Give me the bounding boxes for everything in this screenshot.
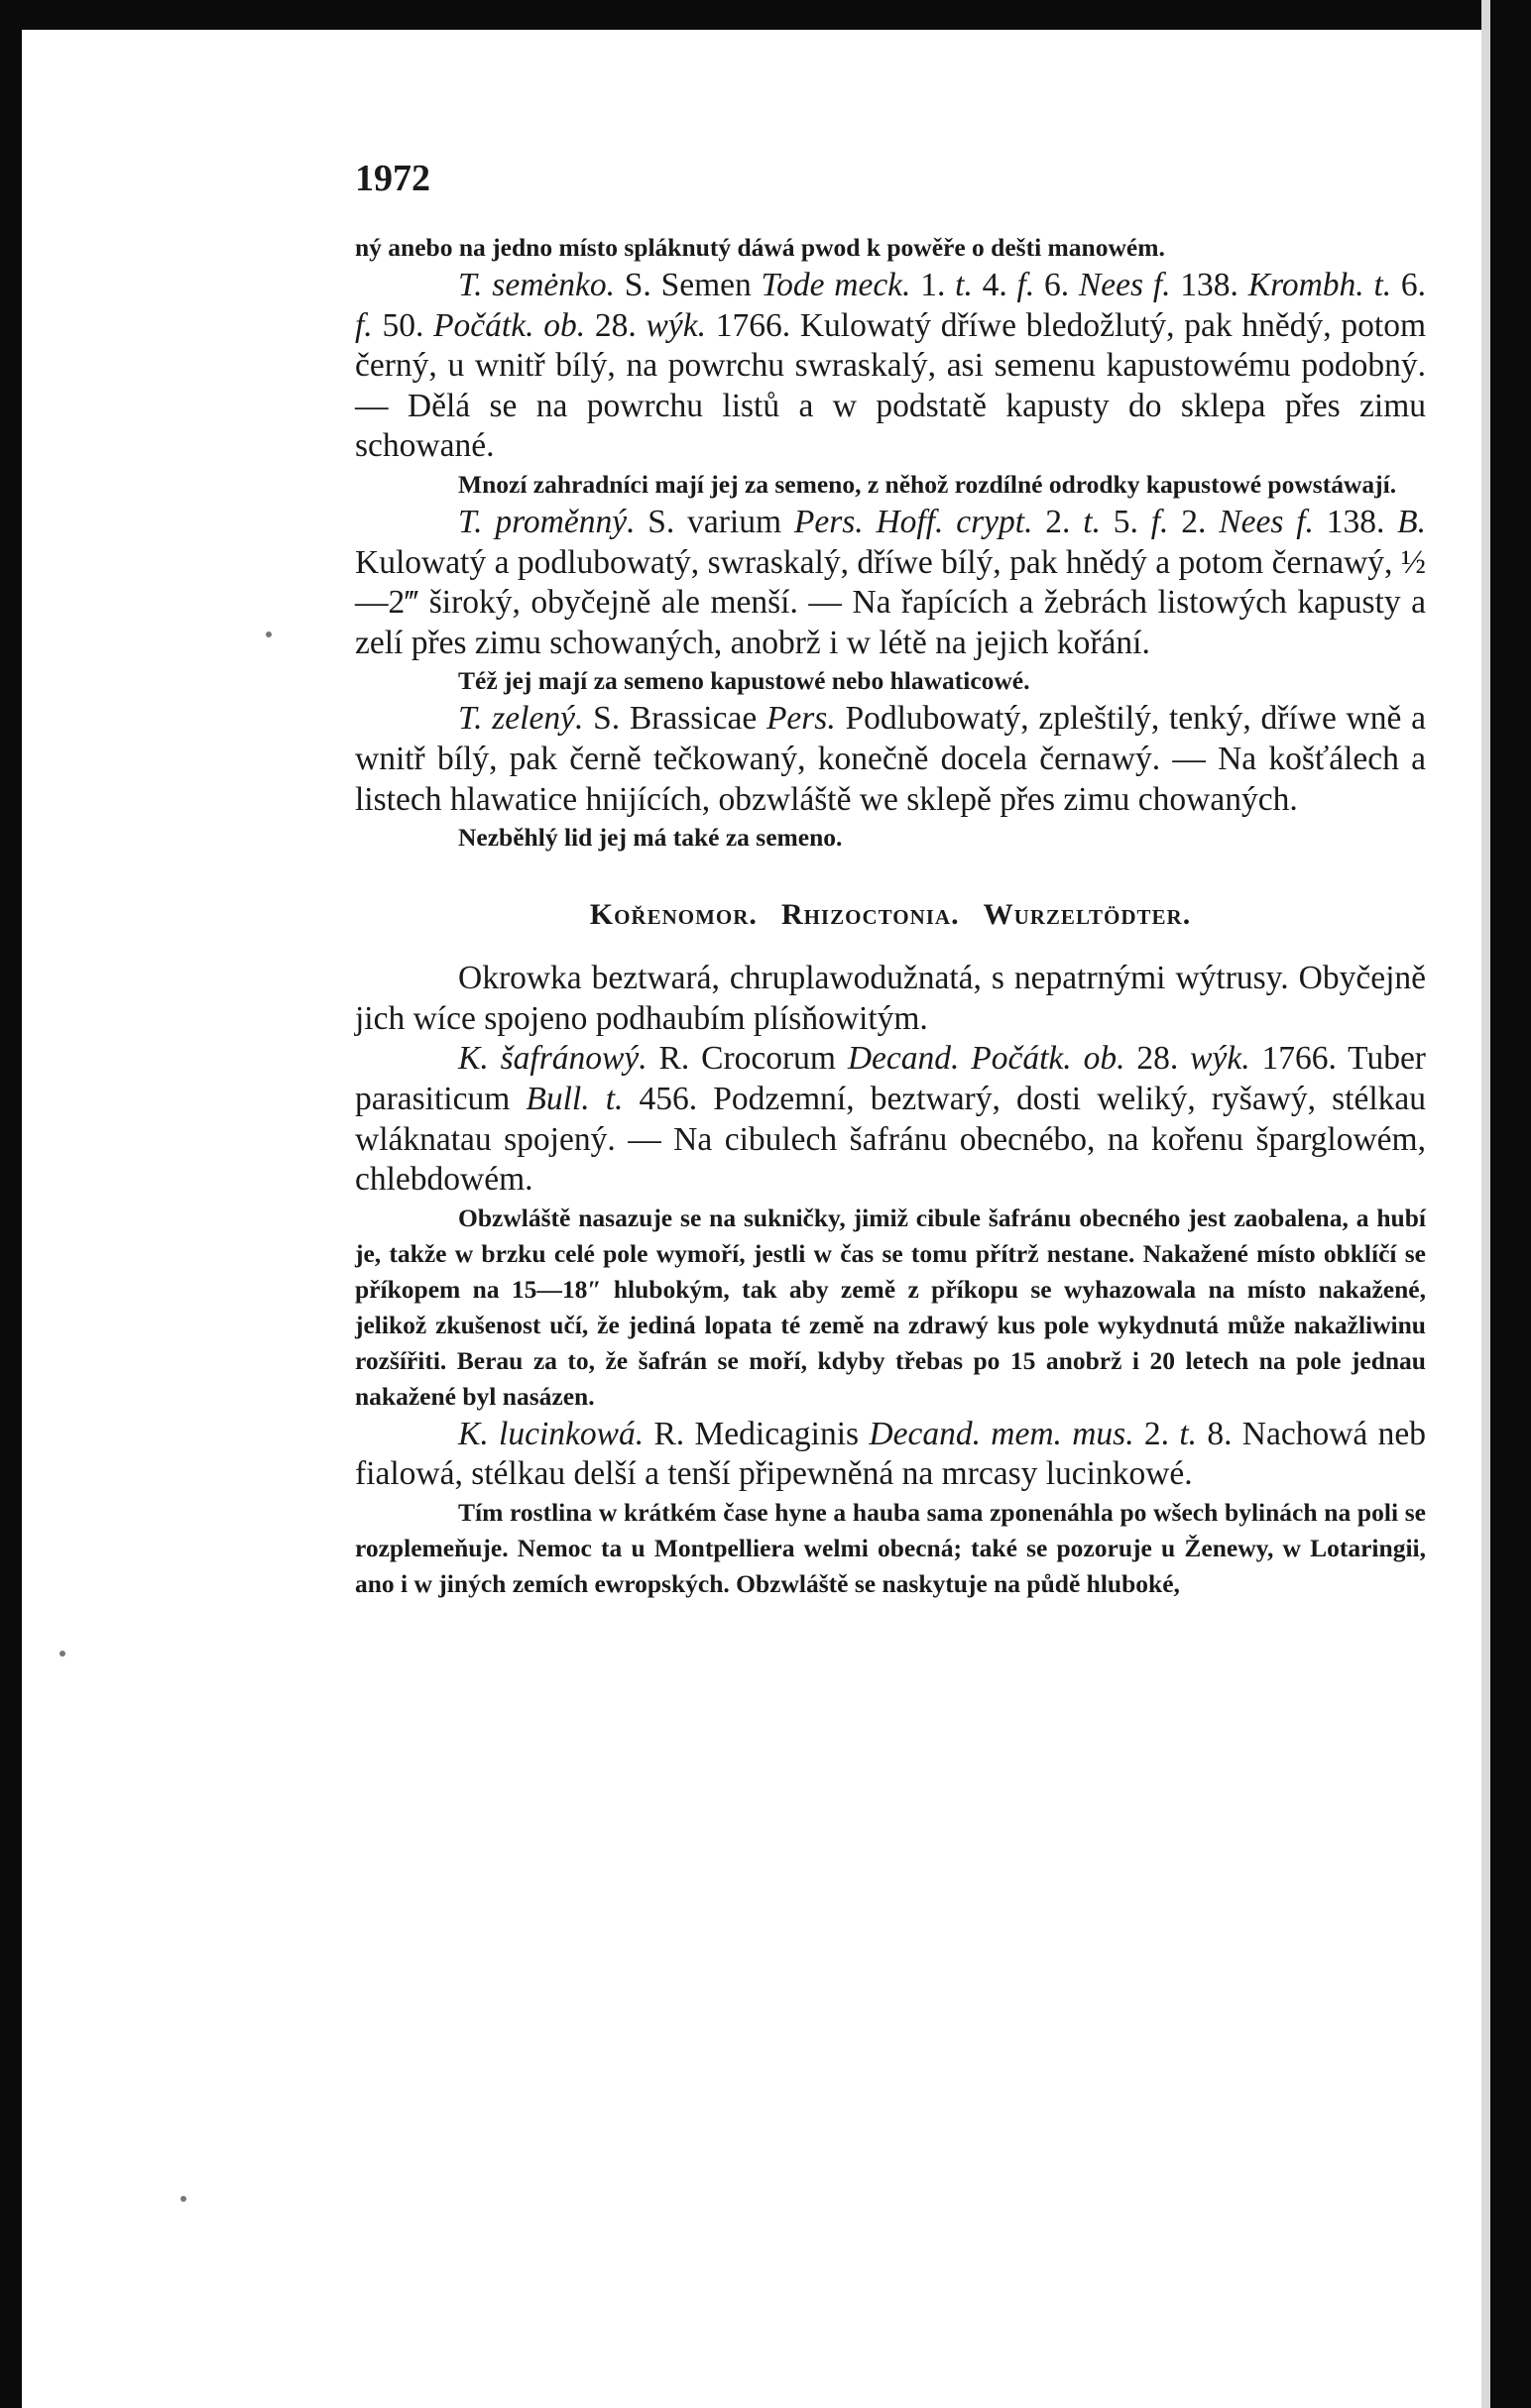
italic-citation: f. bbox=[1150, 503, 1169, 540]
text-run: 5. bbox=[1100, 503, 1151, 540]
text-run: 8. Nachowá neb fialowá, stélkau delší a tenší připewněná na mrcasy lucinkowé. bbox=[355, 1415, 1426, 1493]
text-run: R. Medicaginis bbox=[644, 1415, 870, 1452]
text-run: 50. bbox=[372, 306, 434, 344]
text-run: S. Semen bbox=[615, 267, 762, 303]
text-run: Podlubowatý, zpleštilý, tenký, dříwe wně a wnitř bílý, pak černě tečkowaný, konečně docela černawý. — Na košťálech a listech hlawatice hnijících, obzwláště we sklepě přes zimu chowaných. bbox=[355, 700, 1426, 818]
scan-edge-shadow bbox=[1481, 0, 1490, 2408]
text-run: 6. bbox=[1391, 267, 1427, 303]
section-heading bbox=[355, 893, 1426, 937]
text-column bbox=[355, 230, 1426, 1602]
italic-citation: f. bbox=[1016, 267, 1035, 303]
text-run: 456. Podzemní, beztwarý, dosti weliký, ryšawý, stélkau wláknatau spojený. — Na cibulech šafránu obecnébo, na kořenu šparglowém, chlebdowém. bbox=[355, 1080, 1426, 1199]
scan-border-left bbox=[0, 0, 22, 2408]
text-run: 1766. Kulowatý dříwe bledožlutý, pak hnědý, potom černý, u wnitř bílý, na powrchu swraskalý, asi semenu kapustowému podobný. — Dělá se na powrchu listů a w podstatě kapusty do sklepa přes zimu schowané. bbox=[355, 306, 1427, 465]
italic-citation: t. bbox=[1179, 1415, 1198, 1452]
text-run: 6. bbox=[1034, 267, 1079, 303]
text-run: 4. bbox=[972, 267, 1017, 303]
italic-citation: Nees f. bbox=[1078, 267, 1171, 303]
italic-citation: Nees f. bbox=[1219, 503, 1314, 540]
body-paragraph bbox=[355, 1039, 1426, 1200]
italic-citation: t. bbox=[1083, 503, 1101, 540]
text-run: 2. bbox=[1133, 1415, 1180, 1452]
italic-citation: B. bbox=[1397, 503, 1427, 540]
body-paragraph bbox=[355, 959, 1426, 1039]
italic-citation: t. bbox=[955, 267, 973, 303]
text-run: R. Crocorum bbox=[647, 1040, 848, 1078]
note-paragraph: Též jej mají za semeno kapustowé nebo hlawaticowé. bbox=[458, 666, 1030, 696]
speck bbox=[266, 631, 272, 637]
note-paragraph: Nezběhlý lid jej má také za semeno. bbox=[458, 823, 843, 853]
speck bbox=[59, 1651, 65, 1657]
note-paragraph: Mnozí zahradníci mají jej za semeno, z něhož rozdílné odrodky kapustowé powstáwají. bbox=[458, 469, 1397, 499]
italic-citation: Pers. Hoff. crypt. bbox=[793, 503, 1033, 540]
italic-citation: K. lucinkowá. bbox=[458, 1415, 645, 1452]
body-paragraph bbox=[355, 266, 1426, 467]
text-run: 138. bbox=[1170, 267, 1248, 303]
text-run: S. varium bbox=[635, 503, 794, 540]
italic-citation: Počátk. ob. bbox=[433, 306, 586, 344]
continued-note-paragraph: ný anebo na jedno místo spláknutý dáwá pwod k powěře o dešti manowém. bbox=[355, 233, 1165, 262]
italic-citation: Decand. mem. mus. bbox=[869, 1415, 1134, 1452]
italic-citation: T. semėnko. bbox=[458, 267, 616, 303]
text-run: 2. bbox=[1032, 503, 1084, 540]
body-paragraph bbox=[355, 699, 1426, 820]
section-heading-word: Wurzeltödter. bbox=[983, 898, 1192, 932]
note-paragraph: Obzwláště nasazuje se na sukničky, jimiž cibule šafránu obecného jest zaobalena, a hubí je, takže w brzku celé pole wymoří, jestli w čas se tomu přítrž nestane. Nakažené místo obklíčí se příkopem na 15—18″ hlubokým, tak aby země z příkopu se wyhazowala na místo nakažené, jelikož zkušenost učí, že jediná lopata té země na zdrawý kus pole wykydnutá může nakažliwinu rozšířiti. Berau za to, že šafrán se moří, kdyby třebas po 15 anobrž i 20 letech na pole jednau nakažené byl nasázen. bbox=[355, 1203, 1426, 1411]
text-run: 2. bbox=[1168, 503, 1220, 540]
section-heading-word: Rhizoctonia. bbox=[780, 898, 960, 932]
text-run: S. Brassicae bbox=[583, 700, 766, 738]
speck bbox=[180, 2196, 186, 2202]
text-run: 1766. Tuber parasiticum bbox=[355, 1040, 1426, 1117]
italic-citation: wýk. bbox=[646, 306, 706, 344]
text-run: 138. bbox=[1313, 503, 1398, 540]
italic-citation: K. šafránowý. bbox=[458, 1040, 648, 1078]
text-run: Okrowka beztwará, chruplawodužnatá, s nepatrnými wýtrusy. Obyčejně jich wíce spojeno podhaubím plísňowitým. bbox=[355, 960, 1426, 1037]
section-heading-word: Kořenomor. bbox=[589, 898, 758, 932]
italic-citation: f. bbox=[355, 306, 373, 344]
italic-citation: T. zelený. bbox=[458, 700, 584, 738]
scan-border-right bbox=[1490, 0, 1531, 2408]
italic-citation: T. proměnný. bbox=[458, 503, 636, 540]
body-paragraph bbox=[355, 503, 1426, 663]
scan-border-top bbox=[0, 0, 1531, 30]
text-run: 28. bbox=[1124, 1040, 1191, 1078]
italic-citation: Tode meck. bbox=[761, 267, 911, 303]
italic-citation: wýk. bbox=[1190, 1040, 1250, 1078]
italic-citation: Bull. t. bbox=[526, 1080, 624, 1117]
text-run: Kulowatý a podlubowatý, swraskalý, dříwe bílý, pak hnědý a potom černawý, ½—2‴ široký, obyčejně ale menší. — Na řapících a žebrách listowých kapusty a zelí přes zimu schowaných, anobrž i w létě na jejich kořání. bbox=[355, 543, 1426, 661]
italic-citation: Krombh. t. bbox=[1247, 267, 1392, 303]
italic-citation: Pers. bbox=[766, 700, 836, 738]
text-run: 1. bbox=[910, 267, 956, 303]
note-paragraph: Tím rostlina w krátkém čase hyne a hauba sama zponenáhla po wšech bylinách na poli se rozplemeňuje. Nemoc ta u Montpelliera welmi obecná; také se pozoruje u Ženewy, w Lotaringii, ano i w jiných zemích ewropských. Obzwláště se naskytuje na půdě hluboké, bbox=[355, 1497, 1426, 1598]
italic-citation: Decand. Počátk. ob. bbox=[847, 1040, 1125, 1078]
page-number: 1972 bbox=[355, 158, 430, 199]
body-paragraph bbox=[355, 1415, 1426, 1495]
text-run: 28. bbox=[585, 306, 647, 344]
